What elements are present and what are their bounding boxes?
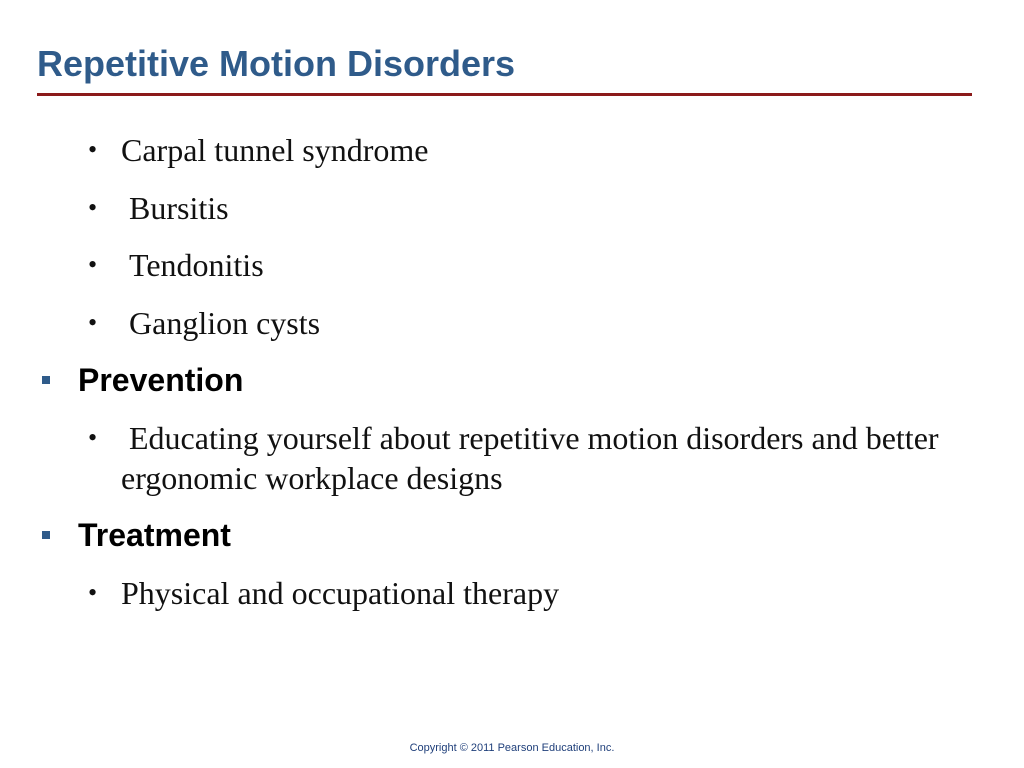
- slide-title: Repetitive Motion Disorders: [37, 43, 516, 84]
- section-heading-prevention: [40, 360, 940, 400]
- list-item-bursitis: [88, 188, 968, 228]
- bullet-icon: •: [88, 308, 98, 337]
- list-item-text: Ganglion cysts: [121, 305, 321, 341]
- list-item-text: Bursitis: [121, 190, 229, 226]
- bullet-icon: •: [88, 193, 98, 222]
- bullet-icon: •: [88, 250, 98, 279]
- bullet-icon: •: [88, 578, 98, 607]
- list-item-educating: [88, 418, 968, 498]
- square-bullet-icon: [42, 531, 50, 539]
- section-heading-text: Treatment: [78, 517, 231, 553]
- section-heading-text: Prevention: [78, 362, 244, 398]
- section-heading-treatment: [40, 515, 940, 555]
- list-item-text: Carpal tunnel syndrome: [121, 132, 429, 168]
- bullet-icon: •: [88, 135, 98, 164]
- bullet-icon: •: [88, 423, 98, 452]
- list-item-therapy: [88, 573, 968, 613]
- square-bullet-icon: [42, 376, 50, 384]
- list-item-text: Physical and occupational therapy: [121, 575, 560, 611]
- list-item-text: Tendonitis: [121, 247, 264, 283]
- copyright-footer: Copyright © 2011 Pearson Education, Inc.: [409, 742, 615, 754]
- list-item-carpal-tunnel: [88, 130, 968, 170]
- list-item-text: Educating yourself about repetitive motion disorders and better ergonomic workplace designs: [121, 420, 947, 496]
- list-item-tendonitis: [88, 245, 968, 285]
- list-item-ganglion-cysts: [88, 303, 968, 343]
